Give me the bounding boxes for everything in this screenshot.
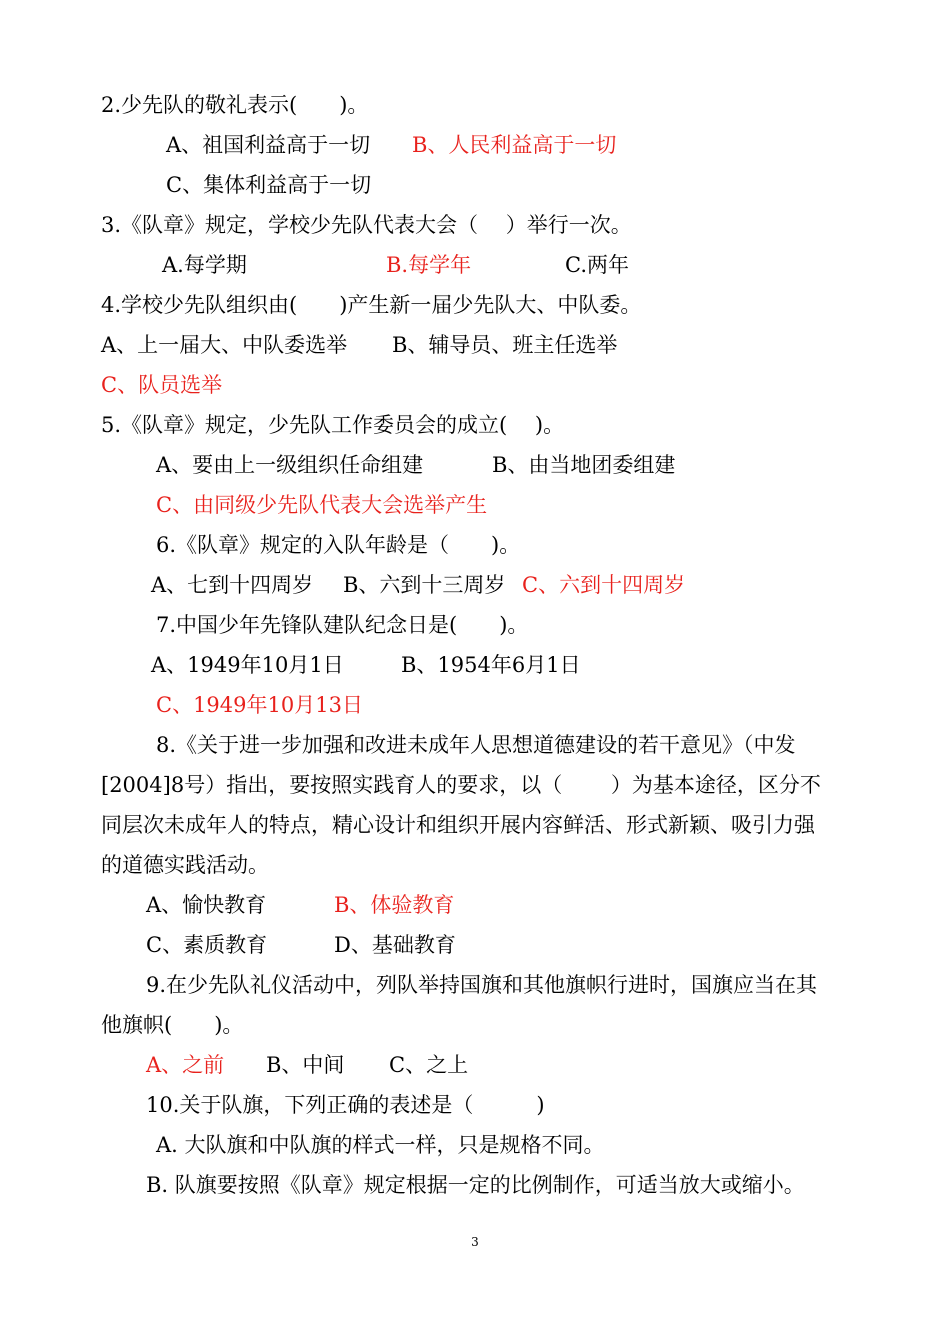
q8-question-line-4: 的道德实践活动。 [101,853,269,877]
q8-option-b-answer: B、体验教育 [334,893,455,917]
q10-option-b: B. 队旗要按照《队章》规定根据一定的比例制作，可适当放大或缩小。 [146,1173,805,1197]
q4-question: 4.学校少先队组织由( )产生新一届少先队大、中队委。 [101,293,642,317]
q3-option-c: C.两年 [565,253,629,277]
q4-option-b: B、辅导员、班主任选举 [392,333,618,357]
q9-question-line-2: 他旗帜( )。 [101,1013,244,1037]
q7-option-a: A、1949年10月1日 [151,653,344,677]
q2-question: 2.少先队的敬礼表示( )。 [101,93,369,117]
q9-option-b: B、中间 [266,1053,345,1077]
q2-option-b-answer: B、人民利益高于一切 [412,133,617,157]
q2-option-c: C、集体利益高于一切 [166,173,372,197]
q5-option-a: A、要由上一级组织任命组建 [156,453,424,477]
q8-option-c: C、素质教育 [146,933,268,957]
q8-question-line-3: 同层次未成年人的特点，精心设计和组织开展内容鲜活、形式新颖、吸引力强 [101,813,815,837]
q2-option-a: A、祖国利益高于一切 [166,133,371,157]
q9-option-c: C、之上 [389,1053,469,1077]
q10-option-a: A. 大队旗和中队旗的样式一样，只是规格不同。 [156,1133,605,1157]
q9-question-line-1: 9.在少先队礼仪活动中，列队举持国旗和其他旗帜行进时，国旗应当在其 [146,973,818,997]
q6-option-c-answer: C、六到十四周岁 [522,573,686,597]
q7-question: 7.中国少年先锋队建队纪念日是( )。 [156,613,529,637]
q3-option-b-answer: B.每学年 [386,253,472,277]
q7-option-b: B、1954年6月1日 [401,653,581,677]
q6-option-b: B、六到十三周岁 [343,573,506,597]
q6-question: 6.《队章》规定的入队年龄是（ )。 [156,533,521,557]
q5-option-b: B、由当地团委组建 [492,453,676,477]
q7-option-c-answer: C、1949年10月13日 [156,693,363,717]
q3-option-a: A.每学期 [162,253,247,277]
q4-option-a: A、上一届大、中队委选举 [101,333,348,357]
q8-option-a: A、愉快教育 [146,893,267,917]
q4-option-c-answer: C、队员选举 [101,373,223,397]
q3-question: 3.《队章》规定，学校少先队代表大会（ ）举行一次。 [101,213,632,237]
q5-question: 5.《队章》规定，少先队工作委员会的成立( )。 [101,413,565,437]
q8-question-line-1: 8.《关于进一步加强和改进未成年人思想道德建设的若干意见》（中发 [156,733,796,757]
q8-option-d: D、基础教育 [334,933,456,957]
q6-option-a: A、七到十四周岁 [151,573,314,597]
q10-question: 10.关于队旗，下列正确的表述是（ ) [146,1093,545,1117]
q5-option-c-answer: C、由同级少先队代表大会选举产生 [156,493,488,517]
page-number: 3 [471,1235,479,1249]
q8-question-line-2: [2004]8号）指出，要按照实践育人的要求，以（ ）为基本途径，区分不 [101,773,821,797]
q9-option-a-answer: A、之前 [146,1053,225,1077]
